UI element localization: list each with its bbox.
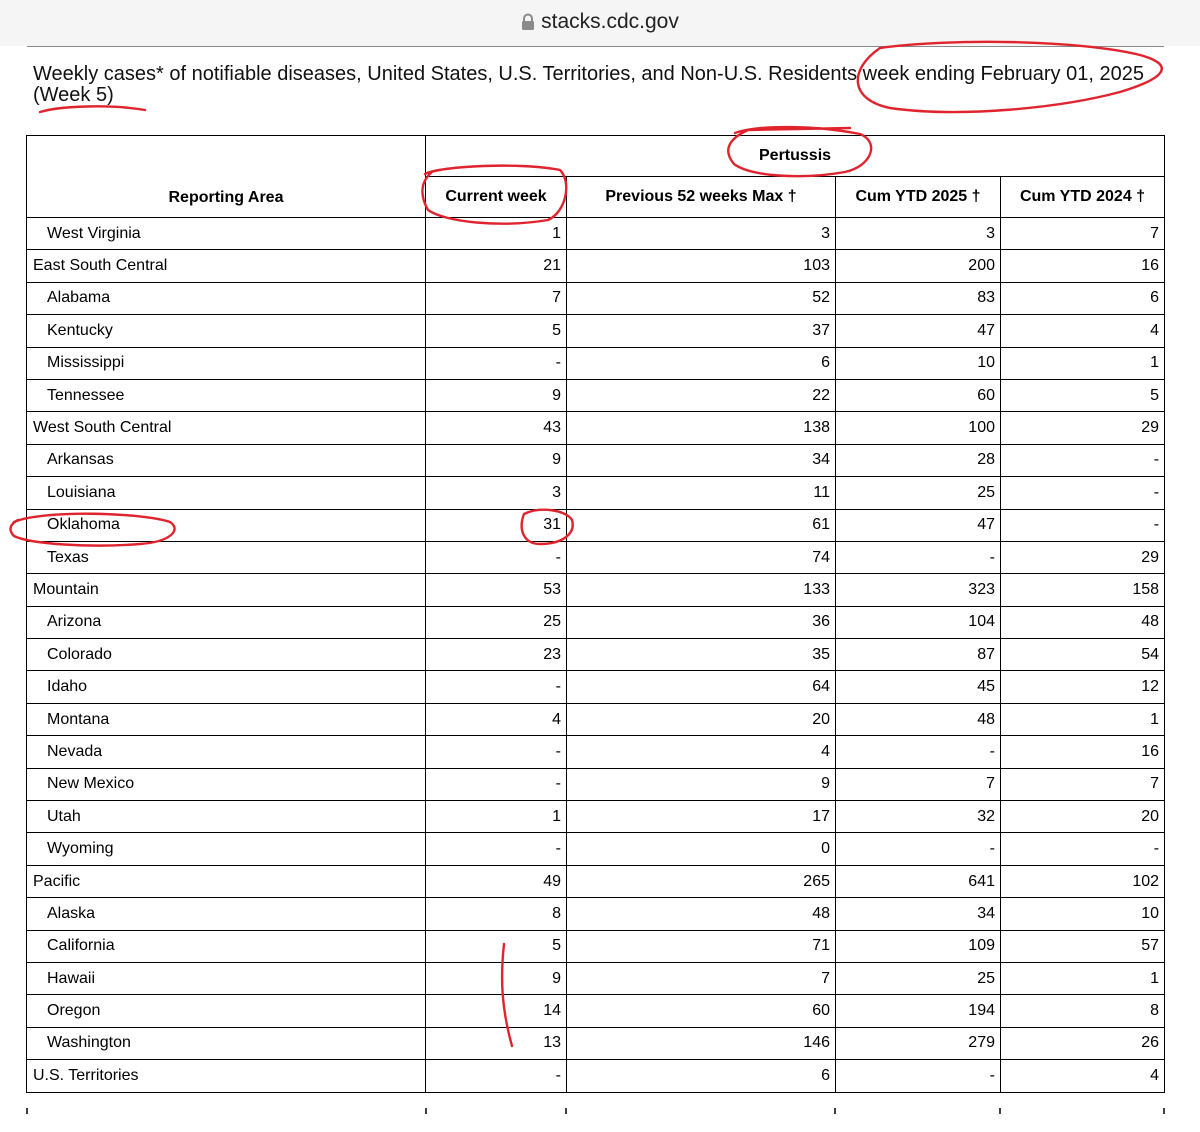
reporting-area-cell: New Mexico — [27, 768, 426, 800]
table-row — [27, 574, 1165, 606]
prev-52-weeks-max-cell: 3 — [567, 218, 836, 250]
table-row — [27, 379, 1165, 411]
current-week-cell: - — [426, 833, 567, 865]
table-row — [27, 671, 1165, 703]
cum-ytd-2024-cell: 4 — [1001, 315, 1165, 347]
table-row — [27, 930, 1165, 962]
url-text[interactable]: stacks.cdc.gov — [541, 10, 679, 33]
cum-ytd-2025-cell: 83 — [836, 282, 1001, 314]
cum-ytd-2025-header: Cum YTD 2025 † — [836, 177, 1001, 218]
current-week-cell: 1 — [426, 218, 567, 250]
reporting-area-cell: West South Central — [27, 412, 426, 444]
cum-ytd-2025-cell: 47 — [836, 315, 1001, 347]
current-week-cell: 14 — [426, 995, 567, 1027]
browser-url-bar[interactable] — [0, 0, 1200, 46]
cum-ytd-2024-cell: 57 — [1001, 930, 1165, 962]
current-week-cell: 1 — [426, 801, 567, 833]
cum-ytd-2024-cell: 48 — [1001, 606, 1165, 638]
divider — [27, 46, 1164, 47]
current-week-cell: - — [426, 1060, 567, 1092]
current-week-cell: 5 — [426, 315, 567, 347]
prev-52-weeks-max-cell: 138 — [567, 412, 836, 444]
cum-ytd-2025-cell: 34 — [836, 898, 1001, 930]
reporting-area-cell: Mountain — [27, 574, 426, 606]
reporting-area-cell: Montana — [27, 703, 426, 735]
current-week-cell: 3 — [426, 477, 567, 509]
cum-ytd-2024-cell: 29 — [1001, 541, 1165, 573]
cum-ytd-2024-cell: 102 — [1001, 865, 1165, 897]
table-row — [27, 541, 1165, 573]
cum-ytd-2025-cell: 104 — [836, 606, 1001, 638]
reporting-area-cell: Hawaii — [27, 962, 426, 994]
current-week-cell: 13 — [426, 1027, 567, 1059]
cum-ytd-2024-cell: 29 — [1001, 412, 1165, 444]
current-week-cell: - — [426, 347, 567, 379]
prev-52-weeks-max-cell: 9 — [567, 768, 836, 800]
cum-ytd-2024-cell: 7 — [1001, 218, 1165, 250]
table-row — [27, 412, 1165, 444]
reporting-area-cell: Kentucky — [27, 315, 426, 347]
cum-ytd-2024-cell: 16 — [1001, 736, 1165, 768]
cum-ytd-2024-cell: 20 — [1001, 801, 1165, 833]
reporting-area-cell: Arizona — [27, 606, 426, 638]
reporting-area-cell: U.S. Territories — [27, 1060, 426, 1092]
prev-52-weeks-max-cell: 34 — [567, 444, 836, 476]
prev-52-weeks-max-cell: 60 — [567, 995, 836, 1027]
current-week-cell: 9 — [426, 444, 567, 476]
report-title: Weekly cases* of notifiable diseases, United States, U.S. Territories, and Non-U.S. Residents week ending February 01, 2025 (Week 5) — [33, 63, 1144, 106]
cum-ytd-2025-cell: 323 — [836, 574, 1001, 606]
lock-icon — [521, 11, 535, 39]
pertussis-table — [26, 135, 1165, 1093]
table-row — [27, 606, 1165, 638]
prev-52-weeks-max-cell: 20 — [567, 703, 836, 735]
reporting-area-cell: Alaska — [27, 898, 426, 930]
cum-ytd-2025-cell: 7 — [836, 768, 1001, 800]
reporting-area-cell: Tennessee — [27, 379, 426, 411]
table-row — [27, 250, 1165, 282]
table-row — [27, 736, 1165, 768]
table-row — [27, 703, 1165, 735]
prev-52-weeks-max-cell: 17 — [567, 801, 836, 833]
reporting-area-cell: Arkansas — [27, 444, 426, 476]
cum-ytd-2024-cell: 12 — [1001, 671, 1165, 703]
prev-52-weeks-max-cell: 52 — [567, 282, 836, 314]
cum-ytd-2025-cell: 109 — [836, 930, 1001, 962]
reporting-area-cell: Alabama — [27, 282, 426, 314]
current-week-cell: 9 — [426, 379, 567, 411]
prev-52-weeks-max-cell: 37 — [567, 315, 836, 347]
reporting-area-cell: Colorado — [27, 639, 426, 671]
table-row — [27, 1060, 1165, 1092]
current-week-cell: - — [426, 736, 567, 768]
reporting-area-cell: Utah — [27, 801, 426, 833]
reporting-area-cell: Nevada — [27, 736, 426, 768]
prev-52-weeks-max-cell: 6 — [567, 347, 836, 379]
cum-ytd-2025-cell: - — [836, 541, 1001, 573]
cum-ytd-2025-cell: - — [836, 1060, 1001, 1092]
prev-52-weeks-max-header: Previous 52 weeks Max † — [567, 177, 836, 218]
reporting-area-cell: Louisiana — [27, 477, 426, 509]
cum-ytd-2025-cell: 279 — [836, 1027, 1001, 1059]
cum-ytd-2025-cell: - — [836, 736, 1001, 768]
cum-ytd-2024-cell: 1 — [1001, 347, 1165, 379]
prev-52-weeks-max-cell: 74 — [567, 541, 836, 573]
table-row — [27, 865, 1165, 897]
table-row — [27, 444, 1165, 476]
table-row — [27, 477, 1165, 509]
cum-ytd-2024-cell: 16 — [1001, 250, 1165, 282]
cum-ytd-2025-cell: 3 — [836, 218, 1001, 250]
current-week-cell: 21 — [426, 250, 567, 282]
cum-ytd-2024-cell: - — [1001, 833, 1165, 865]
reporting-area-cell: West Virginia — [27, 218, 426, 250]
pertussis-header: Pertussis — [426, 136, 1165, 177]
table-row — [27, 768, 1165, 800]
cum-ytd-2025-cell: 25 — [836, 962, 1001, 994]
cum-ytd-2025-cell: 28 — [836, 444, 1001, 476]
reporting-area-cell: Washington — [27, 1027, 426, 1059]
cum-ytd-2025-cell: 200 — [836, 250, 1001, 282]
cum-ytd-2024-cell: 26 — [1001, 1027, 1165, 1059]
current-week-cell: 9 — [426, 962, 567, 994]
prev-52-weeks-max-cell: 4 — [567, 736, 836, 768]
cum-ytd-2025-cell: 32 — [836, 801, 1001, 833]
reporting-area-cell: Pacific — [27, 865, 426, 897]
prev-52-weeks-max-cell: 146 — [567, 1027, 836, 1059]
reporting-area-cell: Idaho — [27, 671, 426, 703]
reporting-area-cell: Texas — [27, 541, 426, 573]
current-week-cell: 53 — [426, 574, 567, 606]
prev-52-weeks-max-cell: 265 — [567, 865, 836, 897]
reporting-area-header: Reporting Area — [27, 136, 426, 218]
current-week-cell: 49 — [426, 865, 567, 897]
prev-52-weeks-max-cell: 103 — [567, 250, 836, 282]
table-body — [27, 218, 1165, 1093]
cum-ytd-2024-cell: 54 — [1001, 639, 1165, 671]
cum-ytd-2024-cell: 158 — [1001, 574, 1165, 606]
current-week-cell: - — [426, 768, 567, 800]
cum-ytd-2024-cell: - — [1001, 444, 1165, 476]
table-row — [27, 315, 1165, 347]
current-week-cell: - — [426, 671, 567, 703]
cum-ytd-2025-cell: 10 — [836, 347, 1001, 379]
prev-52-weeks-max-cell: 7 — [567, 962, 836, 994]
reporting-area-cell: Oklahoma — [27, 509, 426, 541]
cum-ytd-2024-cell: 5 — [1001, 379, 1165, 411]
cum-ytd-2025-cell: 641 — [836, 865, 1001, 897]
prev-52-weeks-max-cell: 48 — [567, 898, 836, 930]
week-underline — [40, 106, 145, 112]
cum-ytd-2025-cell: 47 — [836, 509, 1001, 541]
cum-ytd-2024-cell: 8 — [1001, 995, 1165, 1027]
cum-ytd-2024-header: Cum YTD 2024 † — [1001, 177, 1165, 218]
prev-52-weeks-max-cell: 61 — [567, 509, 836, 541]
cum-ytd-2024-cell: 6 — [1001, 282, 1165, 314]
cum-ytd-2024-cell: 10 — [1001, 898, 1165, 930]
prev-52-weeks-max-cell: 22 — [567, 379, 836, 411]
prev-52-weeks-max-cell: 64 — [567, 671, 836, 703]
prev-52-weeks-max-cell: 133 — [567, 574, 836, 606]
table-row — [27, 898, 1165, 930]
table-row — [27, 218, 1165, 250]
prev-52-weeks-max-cell: 0 — [567, 833, 836, 865]
current-week-cell: 4 — [426, 703, 567, 735]
cum-ytd-2025-cell: - — [836, 833, 1001, 865]
cutoff-region — [0, 1108, 1200, 1132]
cum-ytd-2025-cell: 60 — [836, 379, 1001, 411]
current-week-cell: 8 — [426, 898, 567, 930]
cum-ytd-2025-cell: 48 — [836, 703, 1001, 735]
reporting-area-cell: Wyoming — [27, 833, 426, 865]
cum-ytd-2025-cell: 25 — [836, 477, 1001, 509]
current-week-cell: 7 — [426, 282, 567, 314]
table-row — [27, 282, 1165, 314]
cum-ytd-2025-cell: 45 — [836, 671, 1001, 703]
cum-ytd-2024-cell: 1 — [1001, 962, 1165, 994]
table-row — [27, 639, 1165, 671]
cum-ytd-2024-cell: 1 — [1001, 703, 1165, 735]
table-row — [27, 995, 1165, 1027]
cum-ytd-2025-cell: 194 — [836, 995, 1001, 1027]
reporting-area-cell: California — [27, 930, 426, 962]
current-week-cell: - — [426, 541, 567, 573]
reporting-area-cell: East South Central — [27, 250, 426, 282]
cum-ytd-2024-cell: - — [1001, 509, 1165, 541]
current-week-cell: 31 — [426, 509, 567, 541]
reporting-area-cell: Oregon — [27, 995, 426, 1027]
current-week-cell: 5 — [426, 930, 567, 962]
cum-ytd-2024-cell: 7 — [1001, 768, 1165, 800]
reporting-area-cell: Mississippi — [27, 347, 426, 379]
current-week-cell: 25 — [426, 606, 567, 638]
current-week-cell: 43 — [426, 412, 567, 444]
table-row — [27, 833, 1165, 865]
prev-52-weeks-max-cell: 36 — [567, 606, 836, 638]
current-week-header: Current week — [426, 177, 567, 218]
cum-ytd-2024-cell: - — [1001, 477, 1165, 509]
current-week-cell: 23 — [426, 639, 567, 671]
prev-52-weeks-max-cell: 6 — [567, 1060, 836, 1092]
cum-ytd-2025-cell: 87 — [836, 639, 1001, 671]
prev-52-weeks-max-cell: 35 — [567, 639, 836, 671]
prev-52-weeks-max-cell: 71 — [567, 930, 836, 962]
table-row — [27, 962, 1165, 994]
cum-ytd-2025-cell: 100 — [836, 412, 1001, 444]
table-row — [27, 347, 1165, 379]
prev-52-weeks-max-cell: 11 — [567, 477, 836, 509]
table-row — [27, 509, 1165, 541]
cum-ytd-2024-cell: 4 — [1001, 1060, 1165, 1092]
table-row — [27, 1027, 1165, 1059]
table-row — [27, 801, 1165, 833]
